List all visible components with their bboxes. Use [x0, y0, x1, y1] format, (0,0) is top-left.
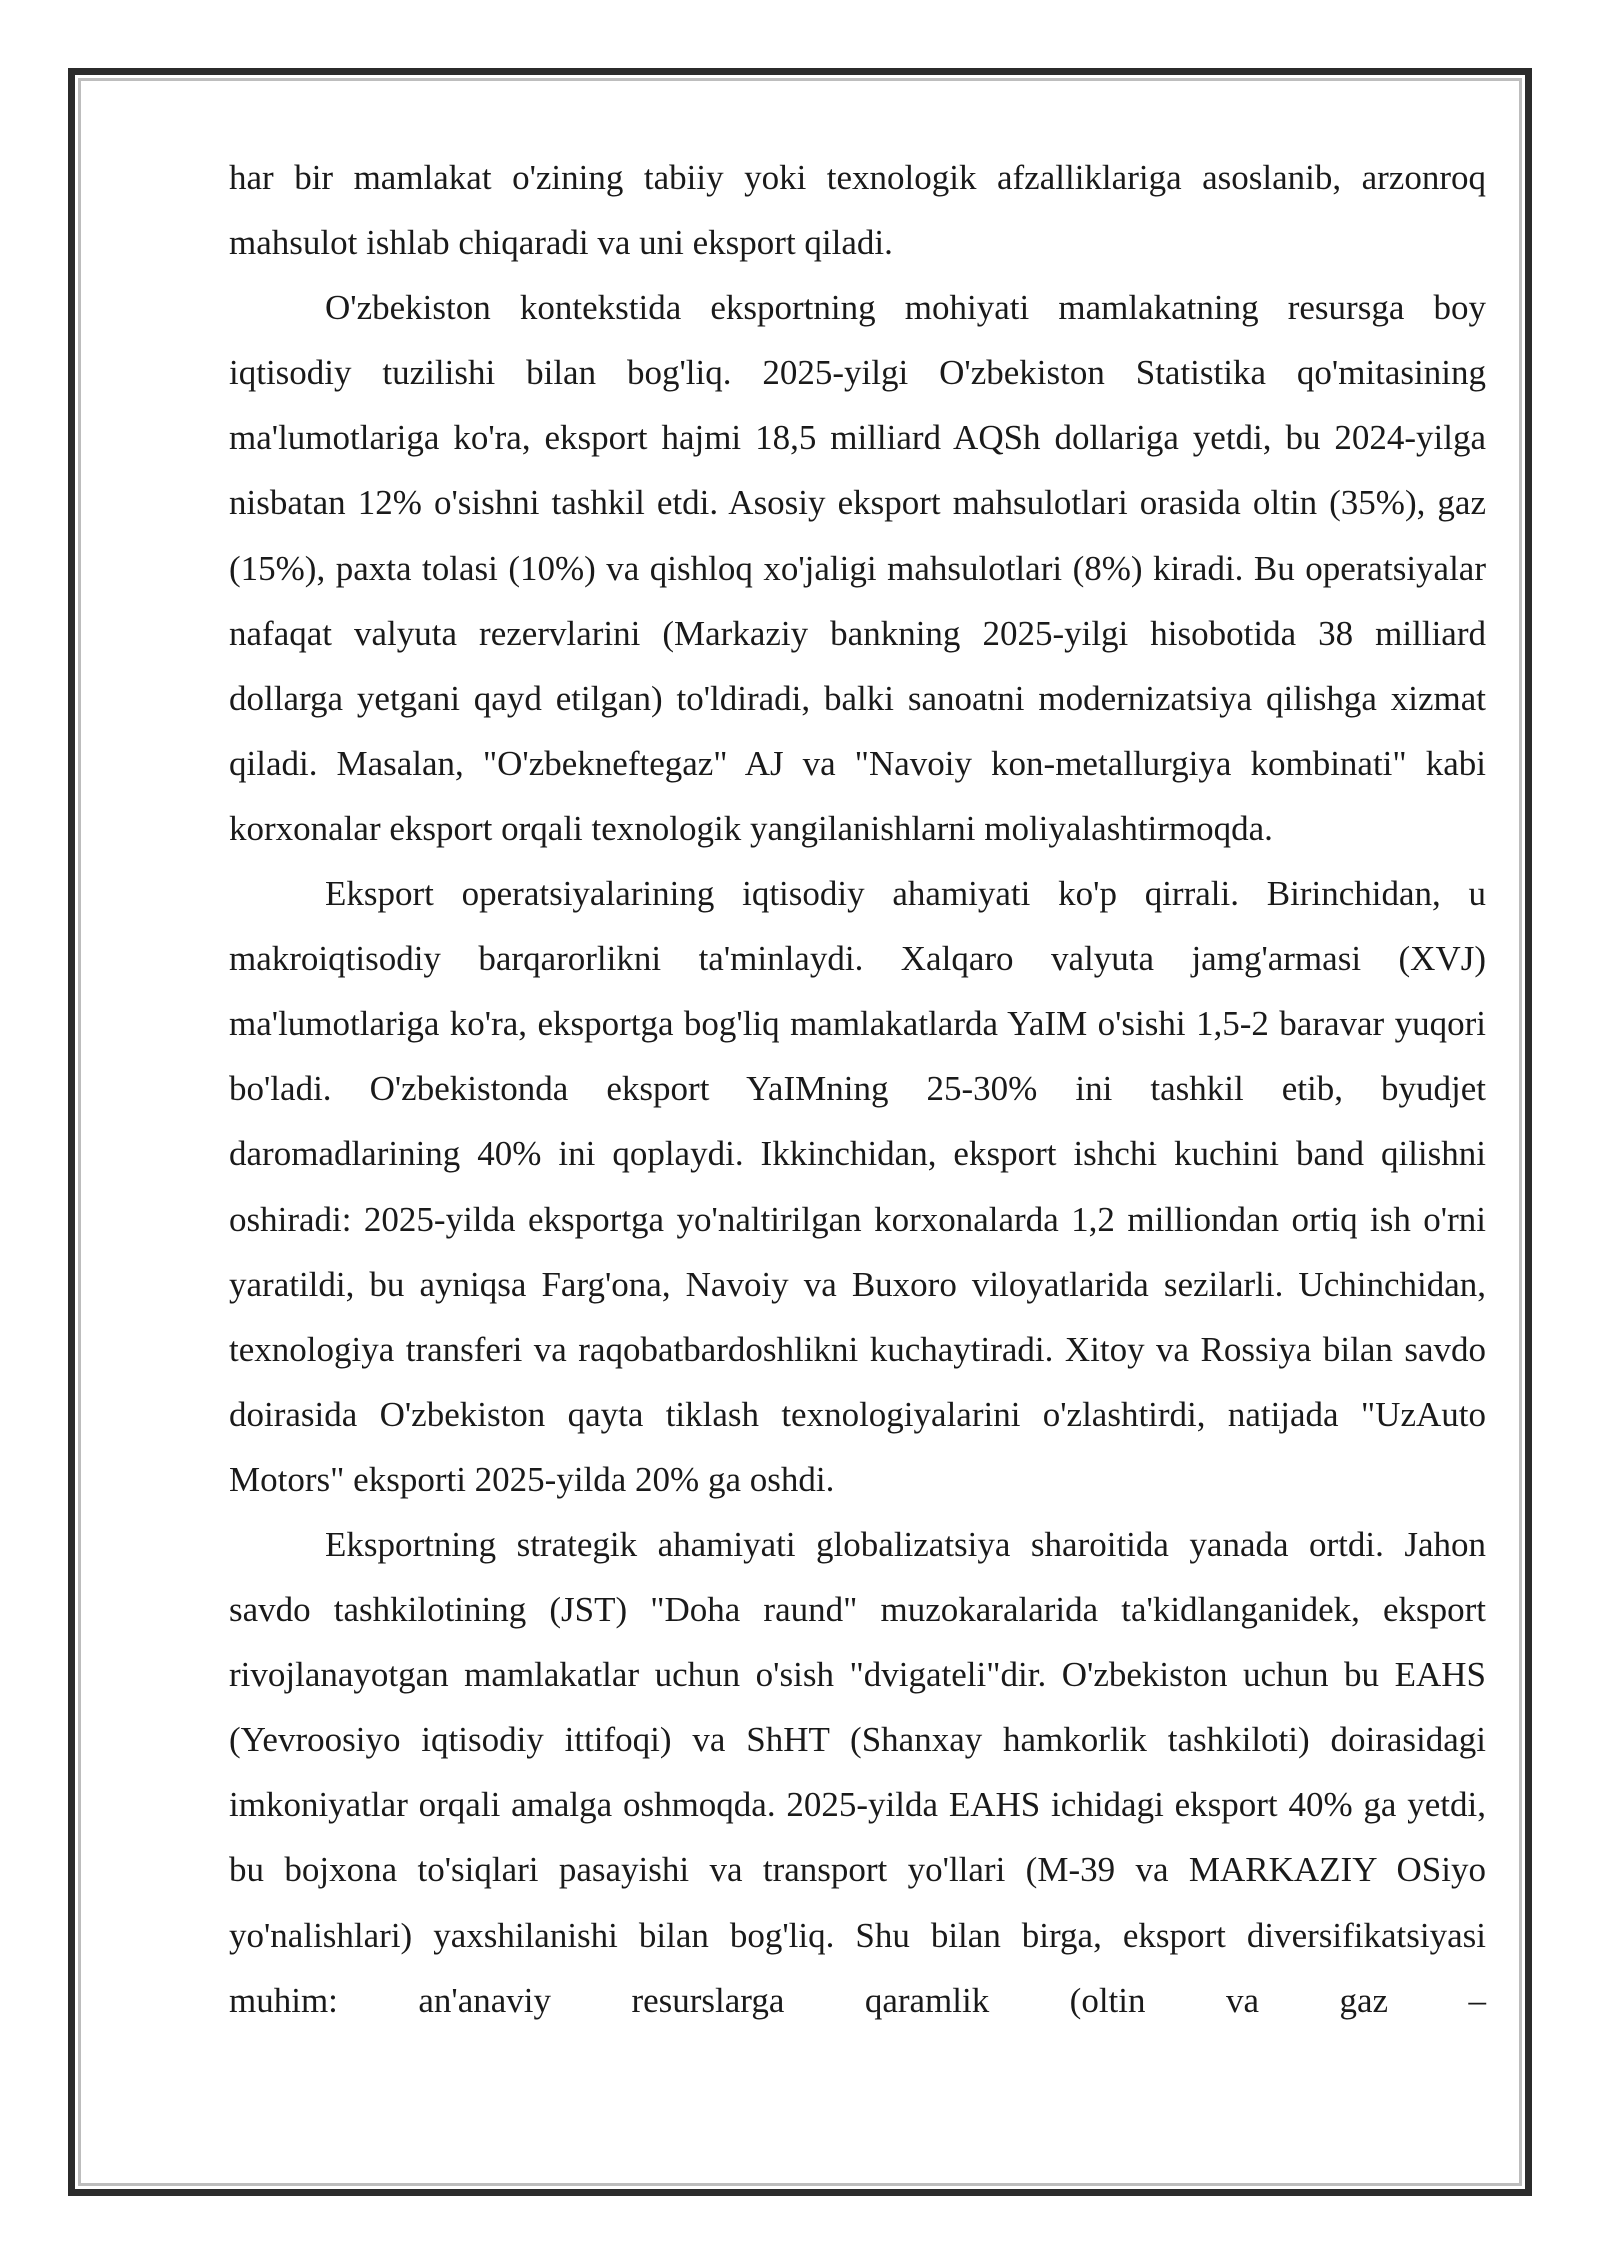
document-body [229, 145, 1486, 2033]
paragraph-1-continued: har bir mamlakat o'zining tabiiy yoki texnologik afzalliklariga asoslanib, arzonroq mahsulot ishlab chiqaradi va uni eksport qiladi. [229, 158, 1486, 263]
paragraph-3: Eksport operatsiyalarining iqtisodiy ahamiyati ko'p qirrali. Birinchidan, u makroiqtisodiy barqarorlikni ta'minlaydi. Xalqaro valyuta jamg'armasi (XVJ) ma'lumotlariga ko'ra, eksportga bog'liq mamlakatlarda YaIM o'sishi 1,5-2 baravar yuqori bo'ladi. O'zbekistonda eksport YaIMning 25-30% ini tashkil etib, byudjet daromadlarining 40% ini qoplaydi. Ikkinchidan, eksport ishchi kuchini band qilishni oshiradi: 2025-yilda eksportga yo'naltirilgan korxonalarda 1,2 milliondan ortiq ish o'rni yaratildi, bu ayniqsa Farg'ona, Navoiy va Buxoro viloyatlarida sezilarli. Uchinchidan, texnologiya transferi va raqobatbardoshlikni kuchaytiradi. Xitoy va Rossiya bilan savdo doirasida O'zbekiston qayta tiklash texnologiyalarini o'zlashtirdi, natijada "UzAuto Motors" eksporti 2025-yilda 20% ga oshdi. [229, 874, 1486, 1499]
paragraph-2: O'zbekiston kontekstida eksportning mohiyati mamlakatning resursga boy iqtisodiy tuzilishi bilan bog'liq. 2025-yilgi O'zbekiston Statistika qo'mitasining ma'lumotlariga ko'ra, eksport hajmi 18,5 milliard AQSh dollariga yetdi, bu 2024-yilga nisbatan 12% o'sishni tashkil etdi. Asosiy eksport mahsulotlari orasida oltin (35%), gaz (15%), paxta tolasi (10%) va qishloq xo'jaligi mahsulotlari (8%) kiradi. Bu operatsiyalar nafaqat valyuta rezervlarini (Markaziy bankning 2025-yilgi hisobotida 38 milliard dollarga yetgani qayd etilgan) to'ldiradi, balki sanoatni modernizatsiya qilishga xizmat qiladi. Masalan, "O'zbekneftegaz" AJ va "Navoiy kon-metallurgiya kombinati" kabi korxonalar eksport orqali texnologik yangilanishlarni moliyalashtirmoqda. [229, 288, 1486, 848]
paragraph-4: Eksportning strategik ahamiyati globalizatsiya sharoitida yanada ortdi. Jahon savdo tashkilotining (JST) "Doha raund" muzokaralarida ta'kidlanganidek, eksport rivojlanayotgan mamlakatlar uchun o'sish "dvigateli"dir. O'zbekiston uchun bu EAHS (Yevroosiyo iqtisodiy ittifoqi) va ShHT (Shanxay hamkorlik tashkiloti) doirasidagi imkoniyatlar orqali amalga oshmoqda. 2025-yilda EAHS ichidagi eksport 40% ga yetdi, bu bojxona to'siqlari pasayishi va transport yo'llari (M-39 va MARKAZIY OSiyo yo'nalishlari) yaxshilanishi bilan bog'liq. Shu bilan birga, eksport diversifikatsiyasi muhim: an'anaviy resurslarga qaramlik (oltin va gaz – [229, 1524, 1486, 2020]
